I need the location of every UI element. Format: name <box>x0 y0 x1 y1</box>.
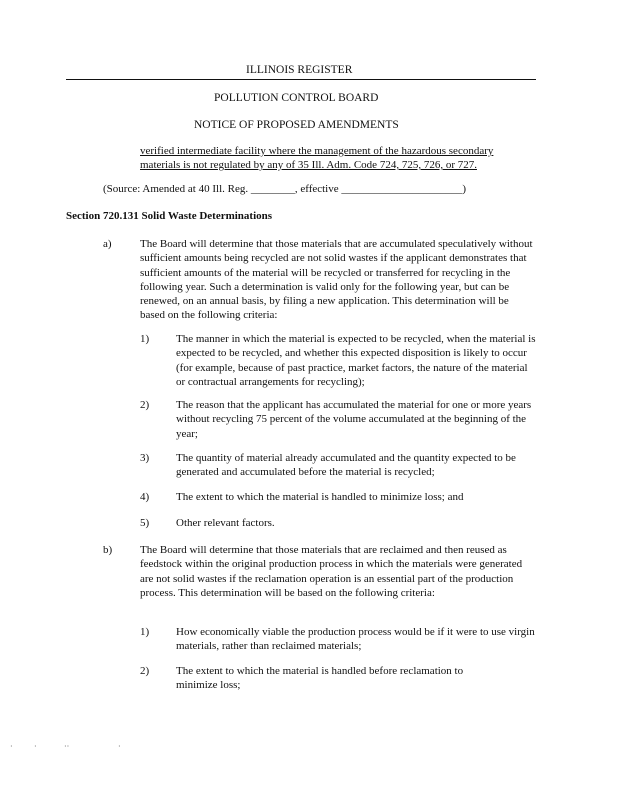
list-item-text: How economically viable the production process would be if it were to use virgin materials, rather than reclaimed materials; <box>176 626 535 653</box>
register-title: ILLINOIS REGISTER <box>246 64 353 76</box>
list-item-label: 4) <box>140 491 150 503</box>
scan-speck: · <box>118 742 121 751</box>
header-rule <box>66 79 536 80</box>
list-item-label: 2) <box>140 399 150 411</box>
list-item-text: The reason that the applicant has accumulated the material for one or more years without recycling 75 percent of the volume accumulated at the beginning of the year; <box>176 399 532 440</box>
list-item-label: 5) <box>140 517 150 529</box>
list-item-text: The quantity of material already accumulated and the quantity expected to be generated and accumulated before the material is recycled; <box>176 452 516 479</box>
list-item-text: The extent to which the material is handled before reclamation to minimize loss; <box>176 665 464 692</box>
scan-speck: · <box>10 742 13 751</box>
subsection-label-a: a) <box>103 238 112 250</box>
list-item-text: The manner in which the material is expected to be recycled, when the material is expected to be recycled, and whether this expected disposition is likely to occur (for example, because of past practice, market factors, the nature of the material or contractual arrangements for recycling); <box>176 333 536 388</box>
list-item-label: 1) <box>140 626 150 638</box>
intro-line-2: materials is not regulated by any of 35 Ill. Adm. Code 724, 725, 726, or 727. <box>140 159 477 171</box>
source-note: (Source: Amended at 40 Ill. Reg. ________, effective ______________________) <box>103 183 467 195</box>
subsection-text-a: The Board will determine that those materials that are accumulated speculatively without sufficient amounts being recycled are not solid wastes if the applicant demonstrates that sufficient amounts of the material will be recycled or transferred for recycling in the following year. Such a determination is valid only for the following year, but can be renewed, on an annual basis, by filing a new application. This determination will be based on the following criteria: <box>140 238 533 322</box>
list-item-label: 3) <box>140 452 150 464</box>
intro-line-1: verified intermediate facility where the management of the hazardous secondary <box>140 145 494 157</box>
list-item-label: 1) <box>140 333 150 345</box>
scan-speck: · <box>34 742 37 751</box>
notice-title: NOTICE OF PROPOSED AMENDMENTS <box>194 119 399 131</box>
list-item-label: 2) <box>140 665 150 677</box>
subsection-text-b: The Board will determine that those materials that are reclaimed and then reused as feedstock within the original production process in which the materials were generated are not solid wastes if the reclamation operation is an essential part of the production process. This determination will be based on the following criteria: <box>140 544 523 599</box>
section-title: Section 720.131 Solid Waste Determinations <box>66 210 273 222</box>
list-item-text: Other relevant factors. <box>176 517 275 529</box>
board-title: POLLUTION CONTROL BOARD <box>214 92 379 104</box>
subsection-label-b: b) <box>103 544 113 556</box>
scan-speck: ·· <box>64 742 70 751</box>
list-item-text: The extent to which the material is handled to minimize loss; and <box>176 491 464 503</box>
